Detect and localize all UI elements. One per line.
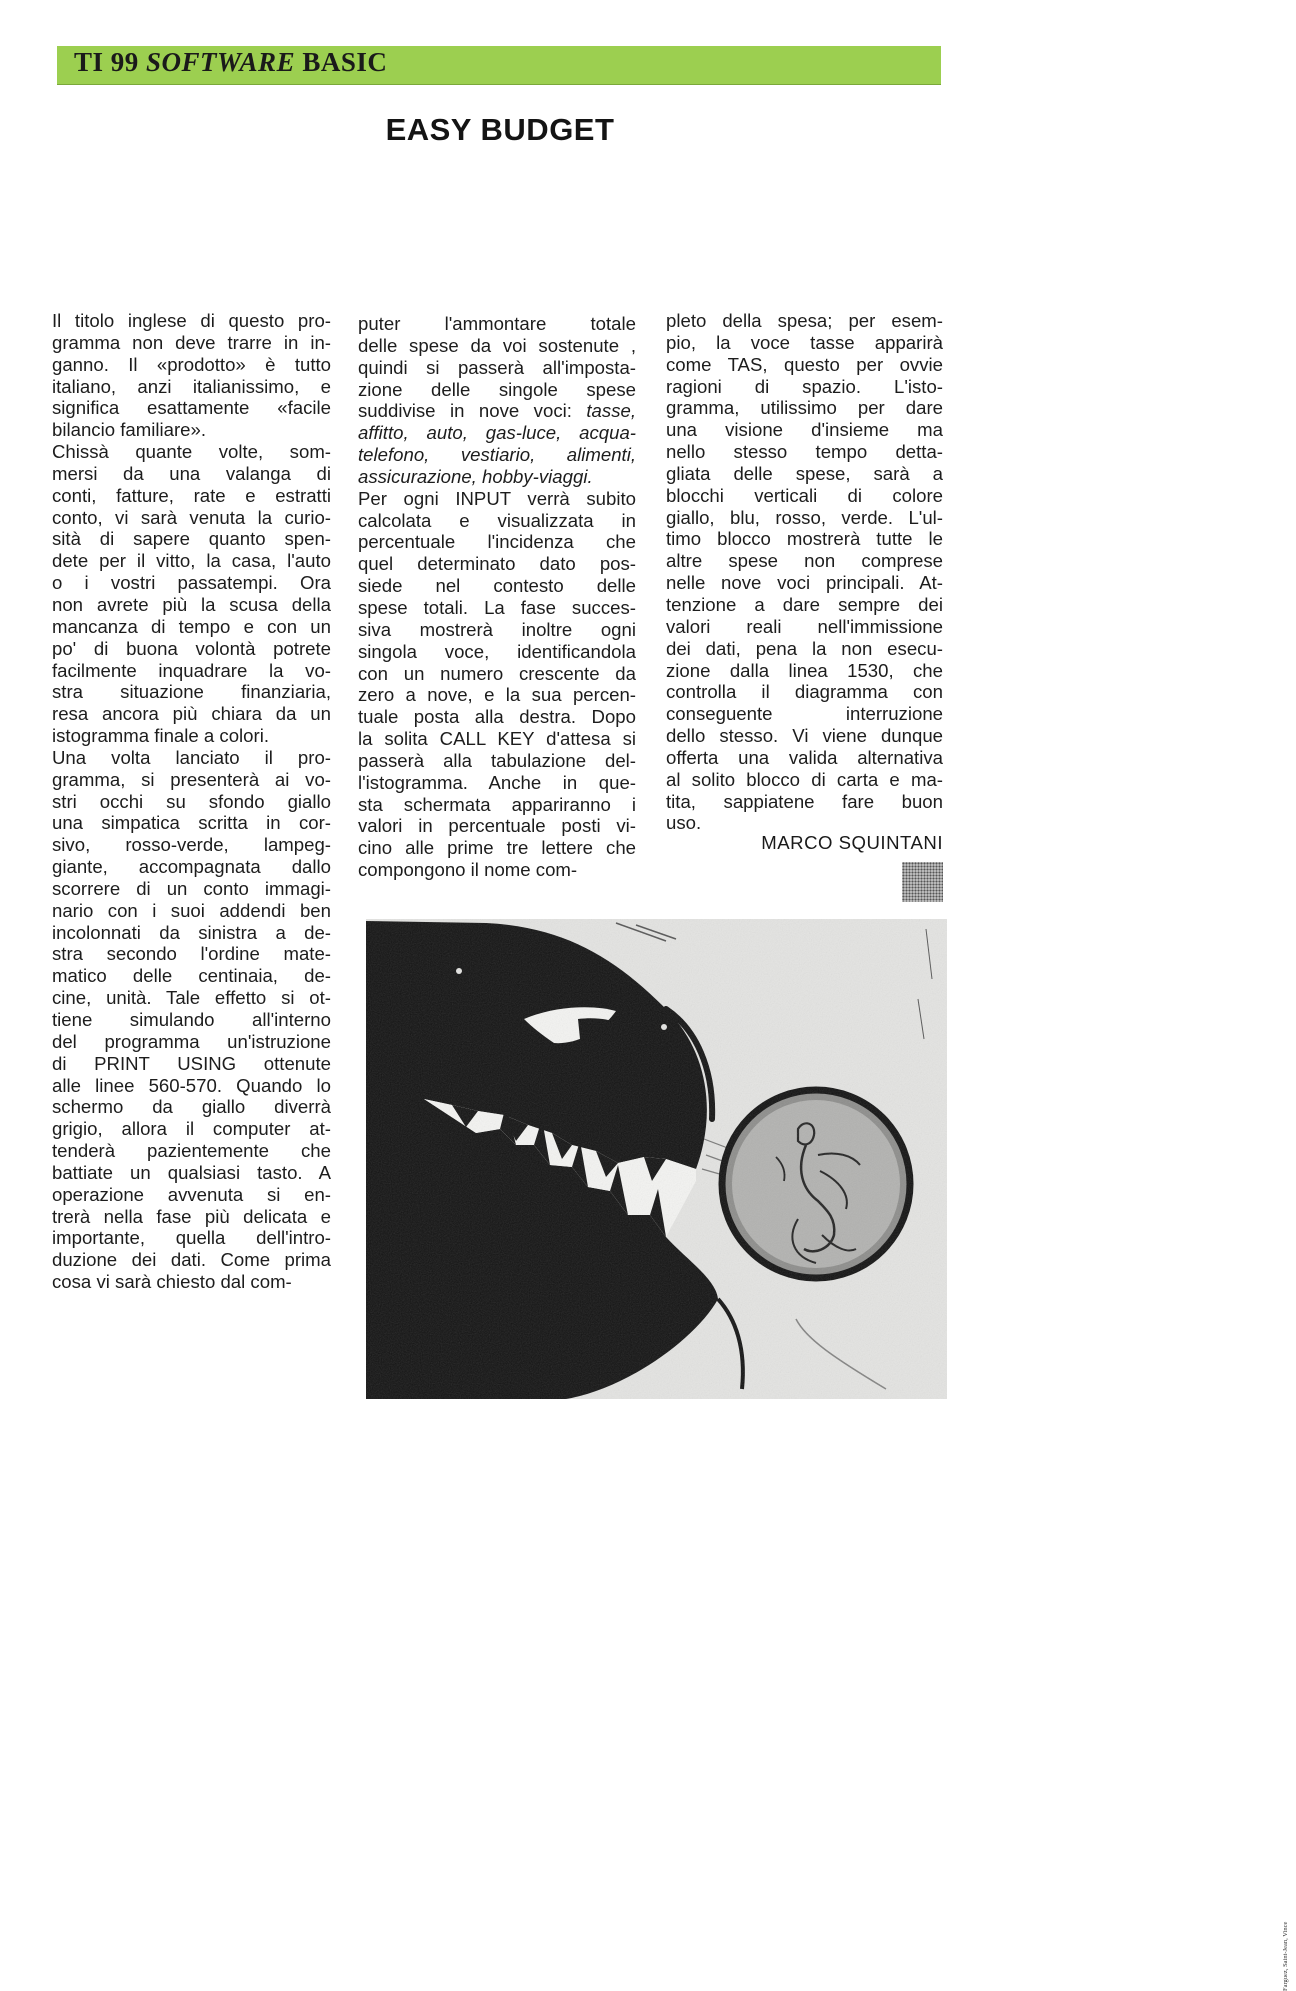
text-line: puter l'ammontare totale	[358, 313, 636, 334]
text-line: conto, vi sarà venuta la curio-	[52, 506, 331, 528]
text-line: italiano, anzi italianissimo, e	[52, 375, 331, 397]
text-line: offerta una valida alternativa	[666, 746, 943, 768]
text-line: nello stesso tempo detta-	[666, 441, 943, 463]
text-line: cino alle prime tre lettere che	[358, 837, 636, 859]
header-section: SOFTWARE	[146, 47, 296, 77]
text-line: Per ogni INPUT verrà subito	[358, 487, 636, 509]
text-line: come TAS, questo per ovvie	[666, 353, 943, 375]
text-line: dei dati, pena la non esecu-	[666, 637, 943, 659]
text-line: Chissà quante volte, som-	[52, 441, 331, 463]
article-title: EASY BUDGET	[385, 112, 615, 147]
text-line: telefono, vestiario, alimenti,	[358, 444, 636, 466]
text-line: percentuale l'incidenza che	[358, 531, 636, 553]
text-line: zione dalla linea 1530, che	[666, 659, 943, 681]
text-line: la solita CALL KEY d'attesa si	[358, 728, 636, 750]
text-column-1	[52, 310, 331, 1293]
text-line: pleto della spesa; per esem-	[666, 310, 943, 331]
text-line: del programma un'istruzione	[52, 1030, 331, 1052]
text-line: schermo da giallo diverrà	[52, 1096, 331, 1118]
text-line: conti, fatture, rate e estratti	[52, 484, 331, 506]
text-line: non avrete più la scusa della	[52, 593, 331, 615]
text-line: giallo, blu, rosso, verde. L'ul-	[666, 506, 943, 528]
text-line: valori in percentuale posti vi-	[358, 815, 636, 837]
text-line: passerà alla tabulazione del-	[358, 749, 636, 771]
text-line: compongono il nome com-	[358, 859, 578, 881]
text-line: gliata delle spese, sarà a	[666, 462, 943, 484]
text-line: trerà nella fase più delicata e	[52, 1205, 331, 1227]
text-column-2	[358, 313, 636, 881]
text-line: pio, la voce tasse apparirà	[666, 331, 943, 353]
text-line: uso.	[666, 812, 702, 834]
text-line: scorrere di un conto immagi-	[52, 877, 331, 899]
text-line: tenzione a dare sempre dei	[666, 593, 943, 615]
text-line: conseguente interruzione	[666, 703, 943, 725]
text-line: quindi si passerà all'imposta-	[358, 356, 636, 378]
text-line: singola voce, identificandola	[358, 640, 636, 662]
text-line: tita, sappiatene fare buon	[666, 790, 943, 812]
text-line: duzione dei dati. Come prima	[52, 1249, 331, 1271]
text-line: grigio, allora il computer at-	[52, 1118, 331, 1140]
text-line: controlla il diagramma con	[666, 681, 943, 703]
text-line: resa ancora più chiara da un	[52, 703, 331, 725]
text-line: dello stesso. Vi viene dunque	[666, 725, 943, 747]
text-line: cosa vi sarà chiesto dal com-	[52, 1271, 292, 1293]
text-line: al solito blocco di carta e ma-	[666, 768, 943, 790]
text-line: importante, quella dell'intro-	[52, 1227, 331, 1249]
text-line: timo blocco mostrerà tutte le	[666, 528, 943, 550]
text-line: suddivise in nove voci: tasse,	[358, 400, 636, 422]
text-line: po' di buona volontà potrete	[52, 637, 331, 659]
text-line: zione delle singole spese	[358, 378, 636, 400]
text-line: tiene simulando all'interno	[52, 1009, 331, 1030]
text-line: altre spese non comprese	[666, 550, 943, 572]
text-line: spese totali. La fase succes-	[358, 596, 636, 618]
text-line: sità di sapere quanto spen-	[52, 528, 331, 550]
text-line: quel determinato dato pos-	[358, 553, 636, 575]
text-line: ganno. Il «prodotto» è tutto	[52, 353, 331, 375]
text-line: tenderà pazientemente che	[52, 1140, 331, 1162]
text-line: gramma, utilissimo per dare	[666, 397, 943, 419]
author-signature: MARCO SQUINTANI	[761, 832, 943, 853]
text-line: una visione d'insieme ma	[666, 419, 943, 441]
text-line: stri occhi su sfondo giallo	[52, 790, 331, 812]
shark-eating-coin-icon	[366, 919, 1289, 1991]
text-line: siede nel contesto delle	[358, 575, 636, 597]
text-line: dete per il vitto, la casa, l'auto	[52, 550, 331, 572]
text-line: alle linee 560-570. Quando lo	[52, 1074, 331, 1096]
text-line: affitto, auto, gas-luce, acqua-	[358, 422, 636, 444]
text-line: gramma non deve trarre in in-	[52, 331, 331, 353]
text-line: Una volta lanciato il pro-	[52, 746, 331, 768]
text-line: una simpatica scritta in cor-	[52, 812, 331, 834]
illustration-credit: Farguez, Saint-Jean, Vince	[1282, 1921, 1289, 1991]
section-header-title	[74, 47, 387, 78]
text-line: nelle nove voci principali. At-	[666, 572, 943, 594]
halftone-end-mark	[902, 862, 943, 902]
text-line: mersi da una valanga di	[52, 462, 331, 484]
text-line: cine, unità. Tale effetto si ot-	[52, 987, 331, 1009]
text-line: blocchi verticali di colore	[666, 484, 943, 506]
text-line: con un numero crescente da	[358, 662, 636, 684]
text-line: zero a nove, e la sua percen-	[358, 684, 636, 706]
text-line: bilancio familiare».	[52, 419, 206, 441]
text-line: nario con i suoi addendi ben	[52, 899, 331, 921]
text-line: o i vostri passatempi. Ora	[52, 572, 331, 594]
text-line: incolonnati da sinistra a de-	[52, 921, 331, 943]
text-line: giante, accompagnata dallo	[52, 856, 331, 878]
text-line: sta schermata appariranno i	[358, 793, 636, 815]
text-line: significa esattamente «facile	[52, 397, 331, 419]
text-line: mancanza di tempo e con un	[52, 615, 331, 637]
text-line: tuale posta alla destra. Dopo	[358, 706, 636, 728]
text-line: di PRINT USING ottenute	[52, 1052, 331, 1074]
section-header-bar	[57, 46, 941, 85]
text-line: calcolata e visualizzata in	[358, 509, 636, 531]
text-line: sivo, rosso-verde, lampeg-	[52, 834, 331, 856]
header-prefix: TI 99	[74, 47, 139, 77]
text-line: delle spese da voi sostenute ,	[358, 334, 636, 356]
text-line: siva mostrerà inoltre ogni	[358, 618, 636, 640]
header-suffix: BASIC	[302, 47, 388, 77]
text-line: stra situazione finanziaria,	[52, 681, 331, 703]
text-line: gramma, si presenterà ai vo-	[52, 768, 331, 790]
text-line: ragioni di spazio. L'isto-	[666, 375, 943, 397]
text-line: Il titolo inglese di questo pro-	[52, 310, 331, 331]
text-column-3	[666, 310, 943, 834]
text-line: istogramma finale a colori.	[52, 725, 270, 747]
text-line: l'istogramma. Anche in que-	[358, 771, 636, 793]
text-line: matico delle centinaia, de-	[52, 965, 331, 987]
text-line: battiate un qualsiasi tasto. A	[52, 1161, 331, 1183]
text-line: operazione avvenuta si en-	[52, 1183, 331, 1205]
text-line: stra secondo l'ordine mate-	[52, 943, 331, 965]
text-line: valori reali nell'immissione	[666, 615, 943, 637]
text-line: facilmente inquadrare la vo-	[52, 659, 331, 681]
text-line: assicurazione, hobby-viaggi.	[358, 465, 593, 487]
